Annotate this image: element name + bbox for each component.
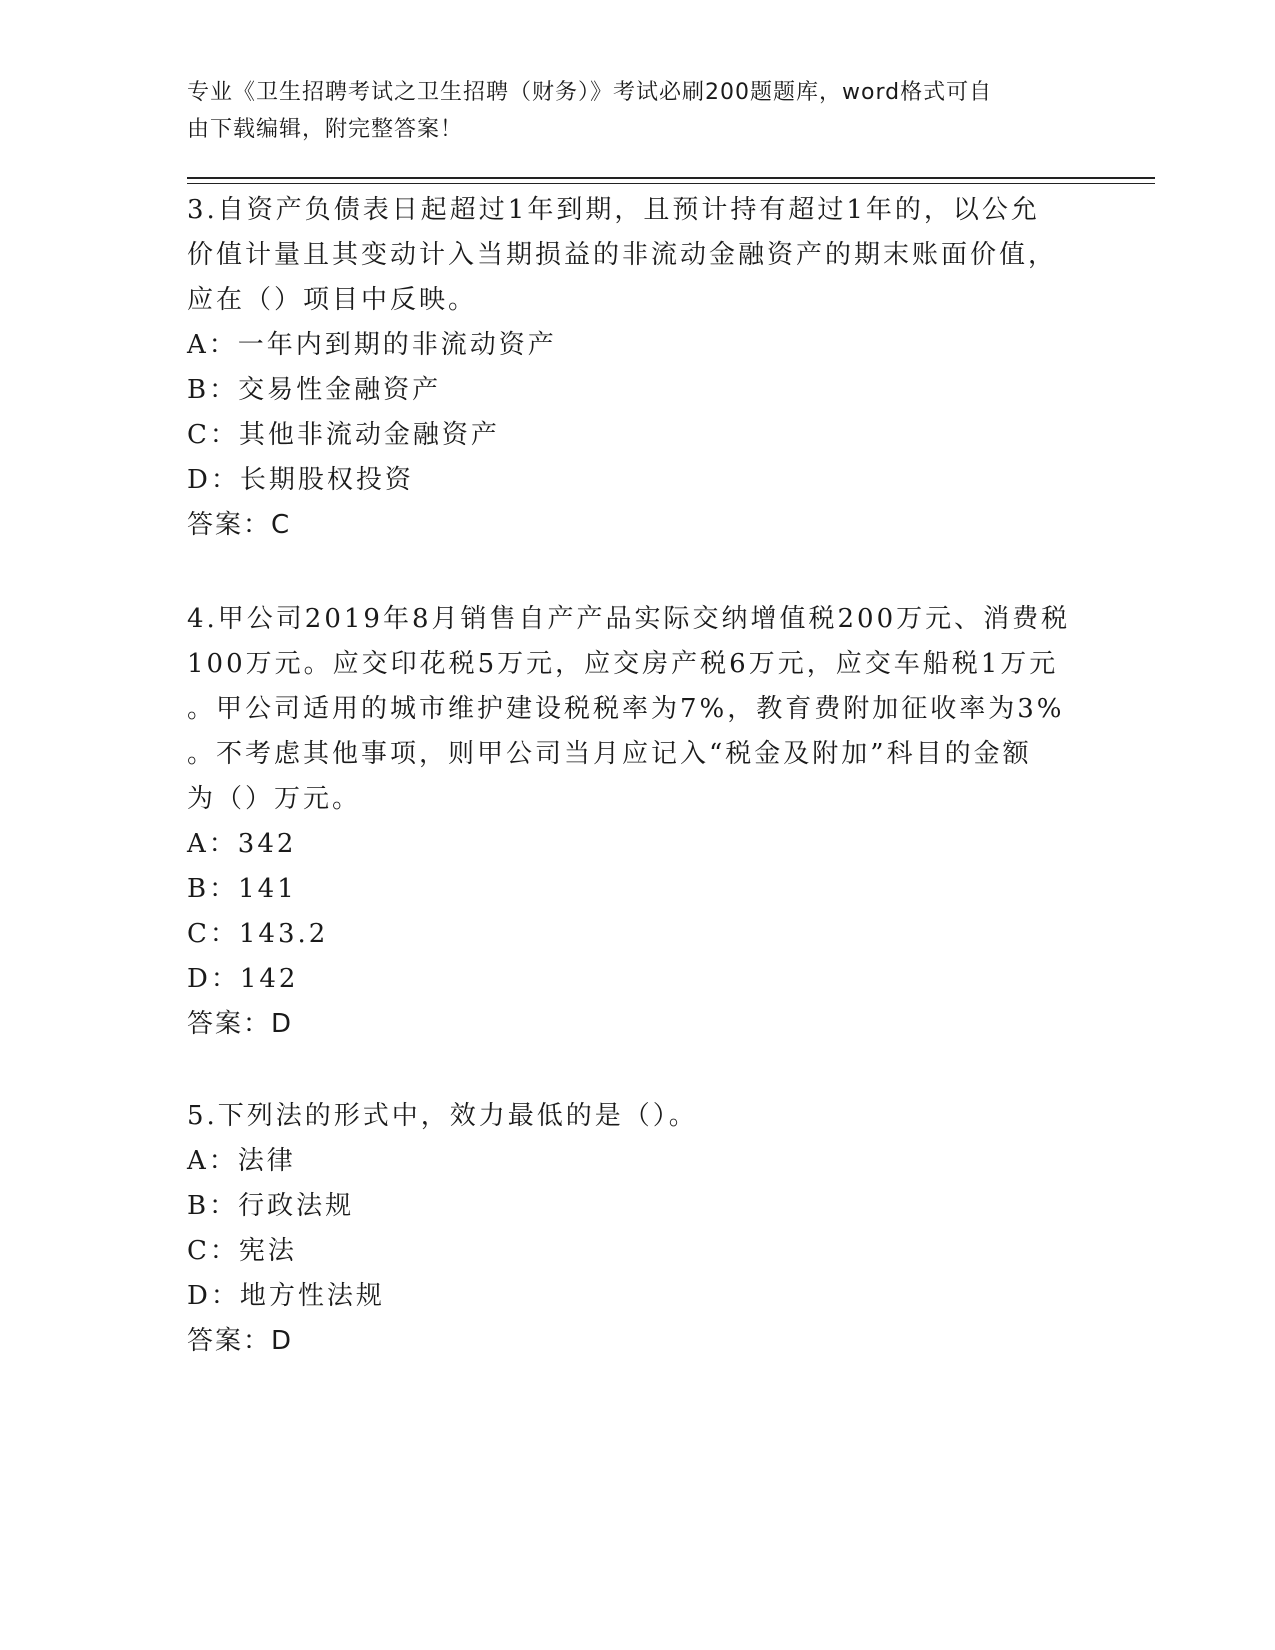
option-a: A：342 <box>187 829 297 859</box>
answer: 答案：D <box>187 1009 294 1039</box>
question-stem-line: 100万元。应交印花税5万元，应交房产税6万元，应交车船税1万元 <box>187 649 1059 679</box>
option-c: C：宪法 <box>187 1236 297 1266</box>
header-divider-thin <box>187 183 1155 184</box>
question-stem <box>187 188 1087 323</box>
option-d: D：142 <box>187 964 299 994</box>
question-4 <box>187 597 1087 1047</box>
question-stem-line: 5.下列法的形式中，效力最低的是（）。 <box>187 1101 698 1131</box>
question-stem-line: 。甲公司适用的城市维护建设税税率为7%，教育费附加征收率为3% <box>187 694 1065 724</box>
option-d: D：长期股权投资 <box>187 465 414 495</box>
question-stem-line: 价值计量且其变动计入当期损益的非流动金融资产的期末账面价值， <box>187 240 1058 270</box>
question-5 <box>187 1094 1087 1364</box>
option-b: B：141 <box>187 874 297 904</box>
question-stem <box>187 1094 1087 1139</box>
question-stem-line: 为（）万元。 <box>187 784 362 814</box>
option-a: A：一年内到期的非流动资产 <box>187 330 557 360</box>
option-a: A：法律 <box>187 1146 296 1176</box>
question-stem-line: 。不考虑其他事项，则甲公司当月应记入“税金及附加”科目的金额 <box>187 739 1032 769</box>
option-b: B：行政法规 <box>187 1191 355 1221</box>
question-stem-line: 3.自资产负债表日起超过1年到期，且预计持有超过1年的，以公允 <box>187 195 1040 225</box>
question-stem <box>187 597 1087 822</box>
question-3 <box>187 188 1087 548</box>
option-c: C：143.2 <box>187 919 329 949</box>
question-stem-line: 4.甲公司2019年8月销售自产产品实际交纳增值税200万元、消费税 <box>187 604 1071 634</box>
option-b: B：交易性金融资产 <box>187 375 442 405</box>
option-c: C：其他非流动金融资产 <box>187 420 500 450</box>
answer: 答案：C <box>187 510 292 540</box>
option-d: D：地方性法规 <box>187 1281 385 1311</box>
document-header <box>187 74 1067 148</box>
header-title-line-2: 由下载编辑，附完整答案！ <box>187 117 464 142</box>
header-title-line-1: 专业《卫生招聘考试之卫生招聘（财务）》考试必刷200题题库，word格式可自 <box>187 80 993 105</box>
header-divider-thick <box>187 177 1155 179</box>
question-stem-line: 应在（）项目中反映。 <box>187 285 478 315</box>
answer: 答案：D <box>187 1326 294 1356</box>
